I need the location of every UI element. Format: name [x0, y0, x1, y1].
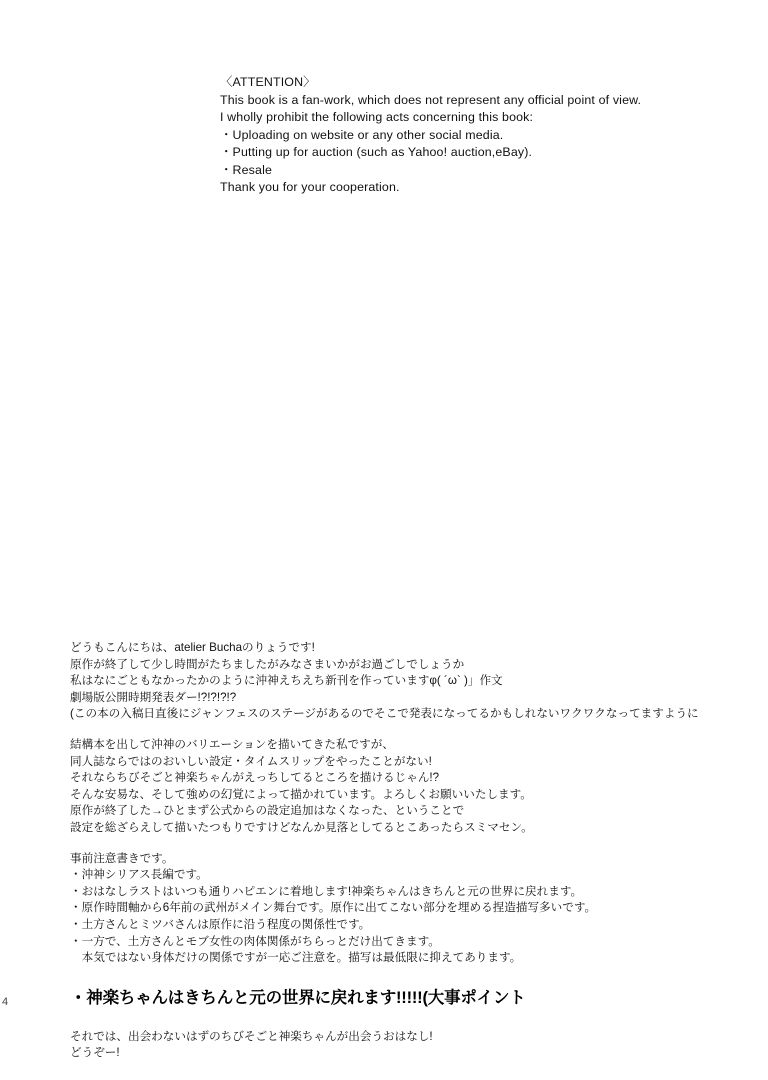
afterword-p3-line-6: ・一方で、土方さんとモブ女性の肉体関係がちらっとだけ出てきます。: [70, 934, 440, 948]
afterword-p1-line-5: (この本の入稿日直後にジャンフェスのステージがあるのでそこで発表になってるかもしれないワクワクなってますように: [70, 707, 699, 721]
afterword-highlight: ・神楽ちゃんはきちんと元の世界に戻れます!!!!!(大事ポイント: [70, 988, 526, 1007]
afterword-p2-line-6: 設定を総ざらえして描いたつもりですけどなんか見落としてるとこあったらスミマセン。: [70, 820, 533, 834]
afterword-p3-line-3: ・おはなしラストはいつも通りハピエンに着地します!神楽ちゃんはきちんと元の世界に戻れます。: [70, 884, 583, 898]
afterword-p1-line-2: 原作が終了して少し時間がたちましたがみなさまいかがお過ごしでしょうか: [70, 657, 465, 671]
afterword-p1-line-3: 私はなにごともなかったかのように沖神えちえち新刊を作っていますφ( ´ω` )」作文: [70, 674, 503, 688]
page-number: 4: [2, 996, 9, 1008]
afterword-p2-line-4: そんな安易な、そして強めの幻覚によって描かれています。よろしくお願いいたします。: [70, 787, 532, 801]
attention-line-4: ・Putting up for auction (such as Yahoo! auction,eBay).: [220, 145, 533, 159]
afterword-p3-line-4: ・原作時間軸から6年前の武州がメイン舞台です。原作に出てこない部分を埋める捏造描写多いです。: [70, 901, 597, 915]
afterword-p1-line-1: どうもこんにちは、atelier Buchaのりょうです!: [70, 641, 315, 654]
attention-notice: [220, 74, 740, 197]
attention-line-1: This book is a fan-work, which does not represent any official point of view.: [220, 92, 642, 107]
attention-line-6: Thank you for your cooperation.: [220, 180, 400, 194]
attention-line-title: 〈ATTENTION〉: [220, 75, 316, 89]
afterword-p2-line-3: それならちびそごと神楽ちゃんがえっちしてるところを描けるじゃん!?: [70, 771, 440, 785]
afterword-highlight-block: [70, 987, 730, 1009]
attention-line-3: ・Uploading on website or any other social media.: [220, 127, 504, 142]
afterword-p3-line-5: ・土方さんとミツバさんは原作に沿う程度の関係性です。: [70, 917, 371, 931]
afterword-p1-line-4: 劇場版公開時期発表ダー!?!?!?!?: [70, 690, 237, 704]
afterword-paragraph-3: [70, 851, 730, 967]
afterword-p4-line-2: どうぞー!: [70, 1046, 120, 1060]
afterword-p3-line-7: 本気ではない身体だけの関係ですが一応ご注意を。描写は最低限に抑えてあります。: [70, 951, 522, 965]
afterword-paragraph-1: [70, 640, 730, 723]
afterword-p2-line-1: 結構本を出して沖神のバリエーションを描いてきた私ですが、: [70, 737, 394, 751]
afterword-text: [70, 640, 730, 1062]
afterword-p2-line-5: 原作が終了した→ひとまず公式からの設定追加はなくなった、ということで: [70, 804, 465, 818]
afterword-p3-line-2: ・沖神シリアス長編です。: [70, 868, 208, 882]
afterword-p2-line-2: 同人誌ならではのおいしい設定・タイムスリップをやったことがない!: [70, 754, 432, 768]
afterword-paragraph-2: [70, 737, 730, 837]
attention-line-2: I wholly prohibit the following acts concerning this book:: [220, 110, 534, 124]
afterword-p3-line-1: 事前注意書きです。: [70, 851, 174, 865]
attention-line-5: ・Resale: [220, 162, 273, 177]
afterword-paragraph-4: [70, 1029, 730, 1062]
afterword-p4-line-1: それでは、出会わないはずのちびそごと神楽ちゃんが出会うおはなし!: [70, 1029, 433, 1043]
